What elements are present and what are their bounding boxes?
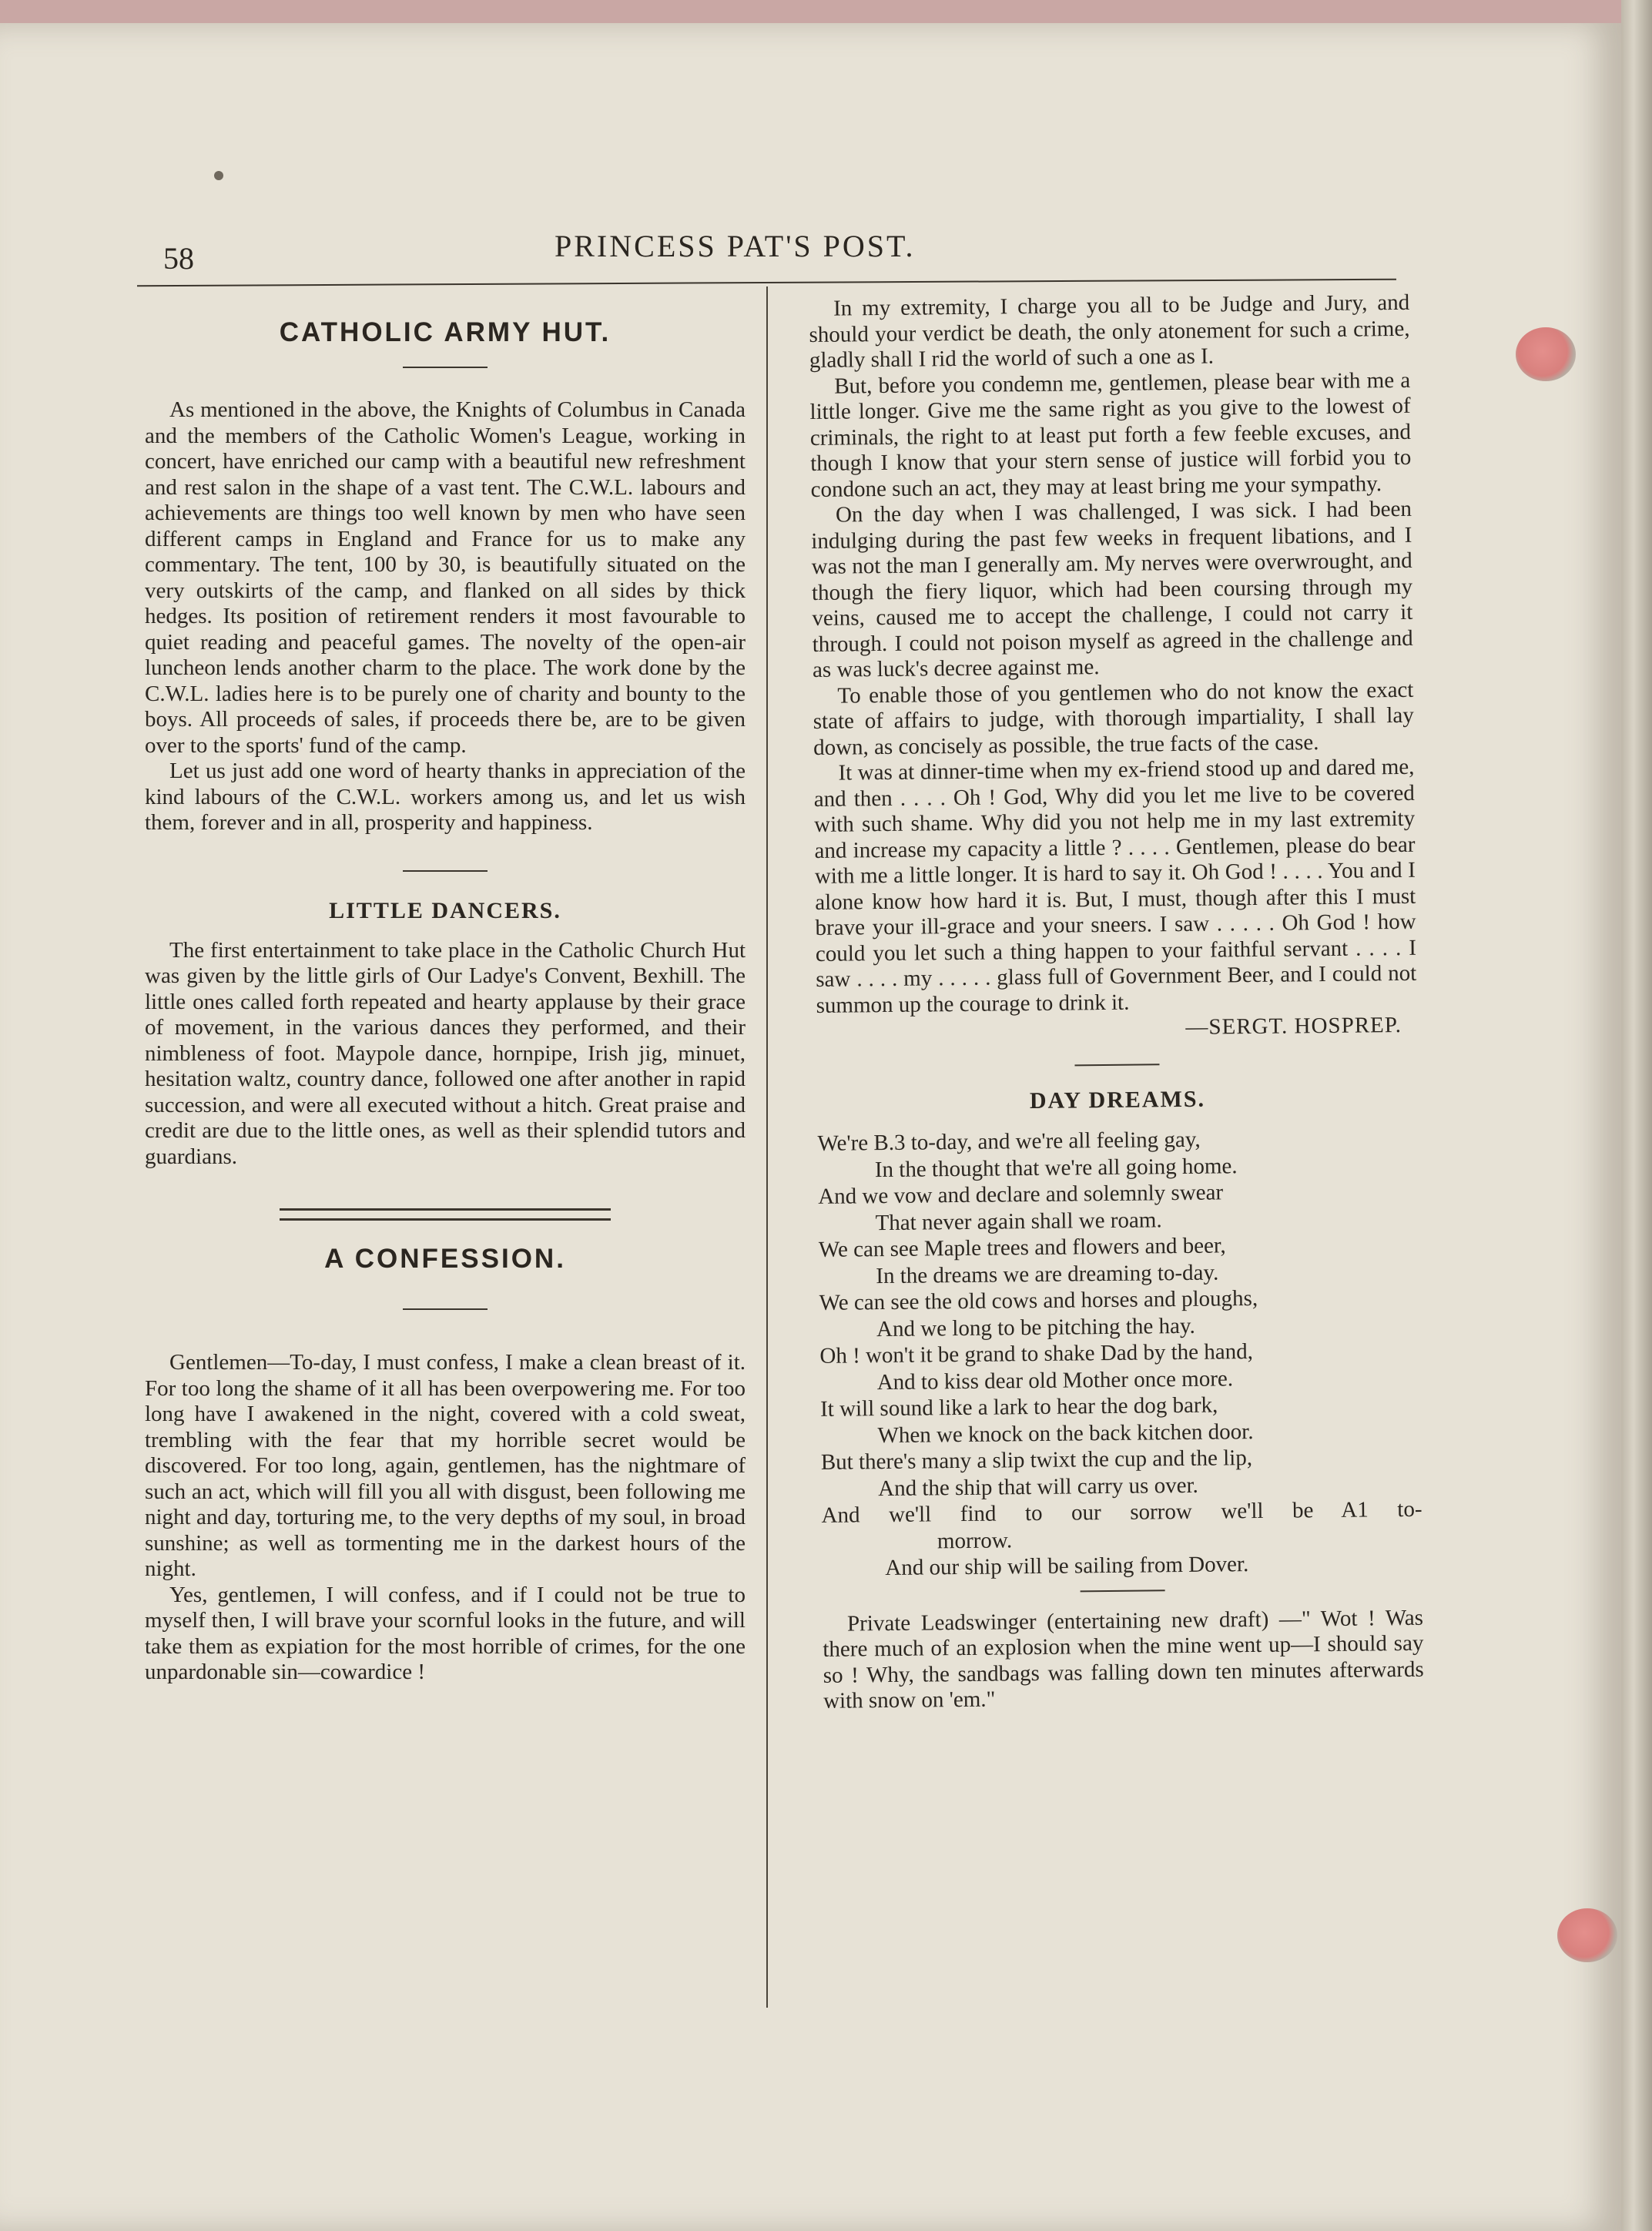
paragraph: Gentlemen—To-day, I must confess, I make a clean breast of it. For too long the shame of it all has been overpowering me. For too long have I awakened in the night, covered with a cold sweat, trembling with the fear that my horrible secret would be discovered. For too long, again, gentlemen, has the nightmare of such an act, which will fill you all with disgust, been following me night and day, torturing me, to the very depths of my soul, in broad sunshine; as well as tormenting me in the darkest hours of the night. [145, 1350, 746, 1581]
poem-line: And our ship will be sailing from Dover. [885, 1552, 1249, 1581]
section-rule [403, 1308, 488, 1310]
poem-line: And we long to be pitching the hay. [876, 1313, 1195, 1342]
anecdote-paragraph: Private Leadswinger (entertaining new draft) —" Wot ! Was there much of an explosion when the mine went up—I should say so ! Why, the sandbags was falling down ten minutes afterwards with snow on 'em." [823, 1605, 1424, 1713]
paragraph: To enable those of you gentlemen who do not know the exact state of affairs to judge, with thorough impartiality, I shall lay down, as concisely as possible, the true facts of the case. [813, 677, 1414, 760]
ink-spot [214, 171, 223, 180]
article-heading-a-confession: A CONFESSION. [324, 1244, 566, 1274]
poem-line: And we'll find to our sorrow we'll be A1 to- [821, 1496, 1422, 1528]
section-rule [403, 870, 488, 872]
poem-line: In the dreams we are dreaming to-day. [876, 1259, 1219, 1288]
double-rule [280, 1208, 611, 1221]
section-rule [1081, 1590, 1165, 1592]
poem-heading-day-dreams: DAY DREAMS. [1029, 1086, 1206, 1114]
poem-line: We're B.3 to-day, and we're all feeling gay, [817, 1127, 1201, 1156]
poem-line: When we knock on the back kitchen door. [877, 1419, 1254, 1448]
poem-line: We can see Maple trees and flowers and beer, [818, 1233, 1226, 1262]
article-heading-little-dancers: LITTLE DANCERS. [329, 897, 561, 923]
masthead-title: PRINCESS PAT'S POST. [555, 229, 916, 263]
column-divider [766, 286, 768, 2008]
punch-hole-top [1516, 327, 1576, 381]
paragraph: Let us just add one word of hearty thanks in appreciation of the kind labours of the C.W.L. workers among us, and let us wish them, forever and in all, prosperity and happiness. [145, 759, 746, 835]
poem-line: It will sound like a lark to hear the dog bark, [819, 1392, 1218, 1422]
article-heading-catholic-army-hut: CATHOLIC ARMY HUT. [279, 317, 612, 347]
left-column [145, 308, 746, 1686]
right-column [809, 290, 1424, 1715]
poem-line: morrow. [937, 1527, 1013, 1553]
paragraph: On the day when I was challenged, I was sick. I had been indulging during the past few weeks in frequent libations, and I was not the man I generally am. My nerves were overwrought, and though the fiery liquor, which had been coursing through my veins, caused me to accept the challenge, I could not carry it through. I could not poison myself as agreed in the challenge and as was luck's decree against me. [811, 496, 1413, 682]
section-rule [1074, 1064, 1159, 1066]
poem-line: And we vow and declare and solemnly swear [818, 1180, 1224, 1209]
paragraph: But, before you condemn me, gentlemen, please bear with me a little longer. Give me the same right as you give to the lowest of criminals, the right to at least put forth a few feeble excuses, and though I know that your stern sense of justice will forbid you to condone such an act, they may at least bring me your sympathy. [809, 367, 1412, 502]
paragraph: In my extremity, I charge you all to be Judge and Jury, and should your verdict be death, the only atonement for such a crime, gladly shall I rid the world of such a one as I. [809, 290, 1410, 373]
poem-line: We can see the old cows and horses and ploughs, [819, 1285, 1258, 1315]
poem-line: In the thought that we're all going home. [874, 1153, 1238, 1182]
section-rule [403, 367, 488, 368]
poem-line: That never again shall we roam. [875, 1207, 1162, 1235]
paragraph: The first entertainment to take place in the Catholic Church Hut was given by the little girls of Our Ladye's Convent, Bexhill. The little ones called forth repeated and hearty applause by their grace of movement, in the various dances they performed, and their nimbleness of foot. Maypole dance, hornpipe, Irish jig, minuet, hesitation waltz, country dance, followed one after another in rapid succession, and were all executed without a hitch. Great praise and credit are due to the little ones, as well as their splendid tutors and guardians. [145, 937, 746, 1169]
poem-line: But there's many a slip twixt the cup and the lip, [820, 1445, 1253, 1475]
paragraph: Yes, gentlemen, I will confess, and if I could not be true to myself then, I will brave your scornful looks in the future, and will take them as expiation for the most horrible of crimes, for the one unpardonable sin—cowardice ! [145, 1582, 746, 1684]
page-edge [1621, 0, 1652, 2231]
poem-line: Oh ! won't it be grand to shake Dad by the hand, [819, 1339, 1254, 1368]
signature: —SERGT. HOSPREP. [1185, 1012, 1402, 1040]
punch-hole-bottom [1557, 1908, 1617, 1962]
paragraph: It was at dinner-time when my ex-friend stood up and dared me, and then . . . . Oh ! God, Why did you let me live to be covered with such shame. Why did you not help me in my last extremity and increase my capacity a little ? . . . . Gentlemen, please do bear with me a little longer. It is hard to say it. Oh God ! . . . . You and I alone know how hard it is. But, I must, though after this I must brave your ill-grace and your sneers. I saw . . . . . Oh God ! how could you let such a thing happen to your faithful servant . . . . I saw . . . . my . . . . . glass full of Government Beer, and I could not summon up the courage to drink it. [813, 754, 1417, 1018]
poem-lines [817, 1124, 1422, 1583]
page-number: 58 [163, 241, 194, 276]
paragraph: As mentioned in the above, the Knights of Columbus in Canada and the members of the Catholic Women's League, working in concert, have enriched our camp with a beautiful new refreshment and rest salon in the shape of a vast tent. The C.W.L. labours and achievements are things too well known by men who have seen different camps in England and France for us to make any commentary. The tent, 100 by 30, is beautifully situated on the very outskirts of the camp, and flanked on all sides by thick hedges. Its position of retirement renders it most favourable to quiet reading and peaceful games. The novelty of the open-air luncheon lends another charm to the place. The work done by the C.W.L. ladies here is to be purely one of charity and bounty to the boys. All proceeds of sales, if proceeds there be, are to be given over to the sports' fund of the camp. [145, 397, 746, 758]
poem-line: And to kiss dear old Mother once more. [876, 1365, 1234, 1395]
poem-line: And the ship that will carry us over. [878, 1472, 1198, 1501]
